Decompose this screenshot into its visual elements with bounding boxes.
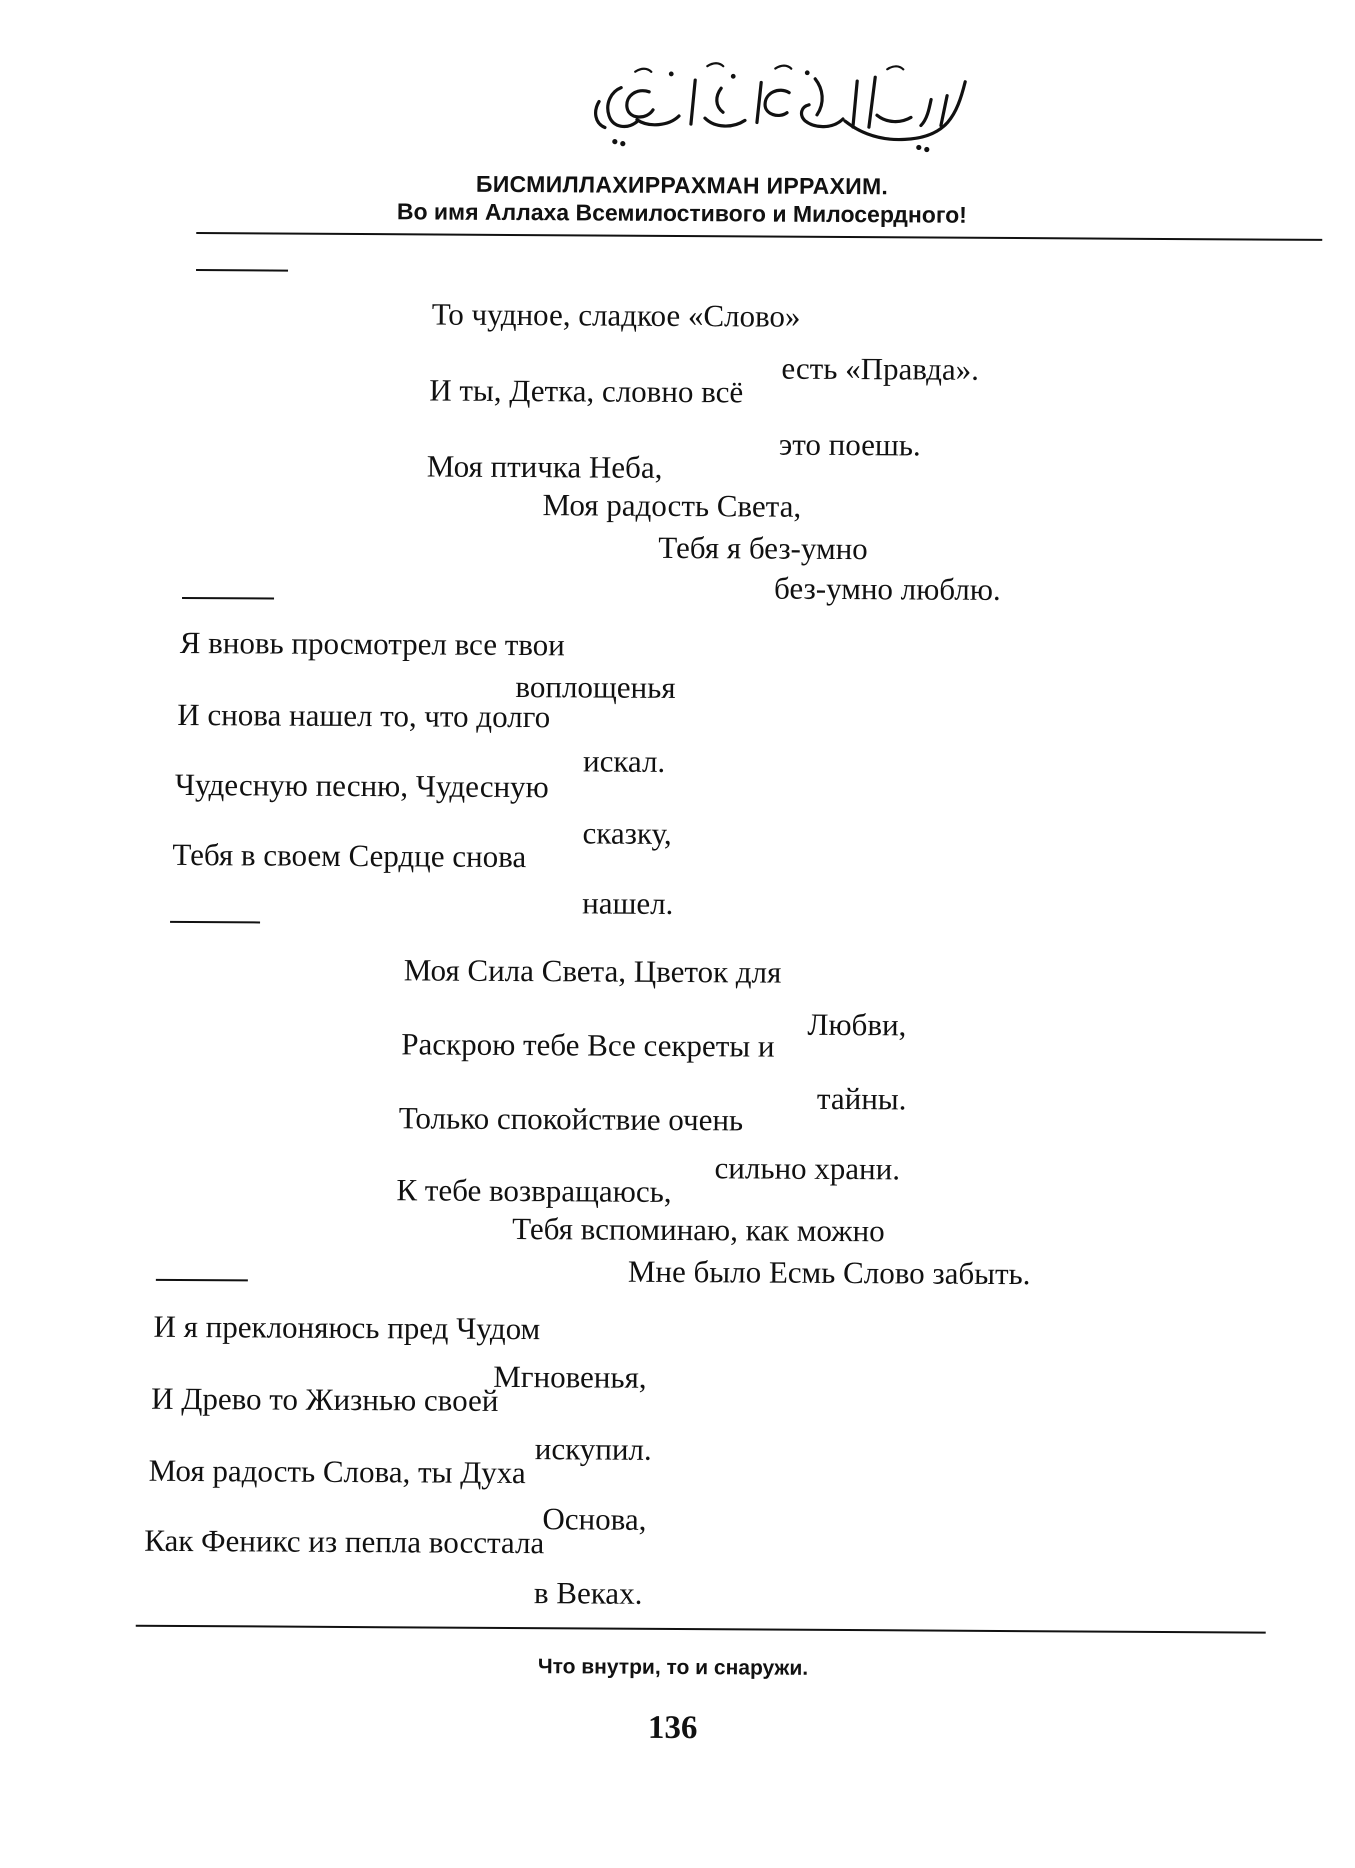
poem-line: Мгновенья,: [493, 1358, 647, 1395]
poem-line: Основа,: [542, 1501, 647, 1537]
poem-line: искал.: [582, 743, 666, 779]
poem-line: Любви,: [807, 1006, 907, 1043]
poem-line: Как Феникс из пепла восстала: [144, 1522, 545, 1561]
stanza-divider: [196, 269, 288, 272]
poem-line: Моя радость Слова, ты Духа: [148, 1452, 526, 1491]
poem-line: Раскрою тебе Все секреты и: [401, 1026, 775, 1064]
poem-line: И я преклоняюсь пред Чудом: [153, 1308, 541, 1347]
poem-line: в Веках.: [533, 1575, 643, 1611]
poem-line: И снова нашел то, что долго: [177, 696, 551, 735]
poem-line: сказку,: [582, 815, 672, 851]
poem-line: нашел.: [582, 885, 674, 921]
poem-line: Только спокойствие очень: [398, 1100, 744, 1138]
stanza-divider: [182, 597, 274, 600]
poem-line: Моя радость Света,: [542, 487, 802, 524]
poem-line: То чудное, сладкое «Слово»: [431, 296, 801, 334]
poem-line: без-умно люблю.: [773, 570, 1001, 607]
poem-line: Тебя в своем Сердце снова: [172, 836, 527, 875]
stanza-divider: [170, 921, 260, 924]
poem-line: Я вновь просмотрел все твои: [179, 624, 565, 663]
poem-line: Моя Сила Света, Цветок для: [403, 952, 782, 990]
footer-rule: [136, 1625, 1266, 1634]
poem-line: это поешь.: [778, 426, 921, 463]
poem-line: тайны.: [816, 1080, 907, 1117]
header-subtitle: Во имя Аллаха Всемилостивого и Милосердного!: [396, 198, 967, 228]
poem-line: воплощенья: [515, 669, 676, 705]
poem-line: сильно храни.: [714, 1150, 901, 1187]
poem-line: искупил.: [534, 1431, 652, 1467]
poem-line: Чудесную песню, Чудесную: [174, 766, 549, 805]
poem-line: К тебе возвращаюсь,: [396, 1172, 672, 1209]
poem-line: Моя птичка Неба,: [426, 448, 663, 485]
header-rule: [196, 232, 1322, 241]
poem-line: Тебя вспоминаю, как можно: [512, 1210, 885, 1249]
stanza-divider: [156, 1279, 248, 1282]
poem-line: Мне было Есмь Слово забыть.: [627, 1253, 1031, 1292]
header-title: БИСМИЛЛАХИРРАХМАН ИРРАХИМ.: [475, 170, 889, 200]
poem-line: есть «Правда».: [781, 350, 980, 387]
poem-line: Тебя я без-умно: [658, 529, 868, 567]
bismillah-calligraphy: [575, 57, 976, 159]
poem-line: И ты, Детка, словно всё: [429, 372, 744, 410]
footer-motto: Что внутри, то и снаружи.: [537, 1655, 809, 1680]
poem-line: И Древо то Жизнью своей: [151, 1380, 499, 1418]
page-number: 136: [647, 1709, 698, 1747]
